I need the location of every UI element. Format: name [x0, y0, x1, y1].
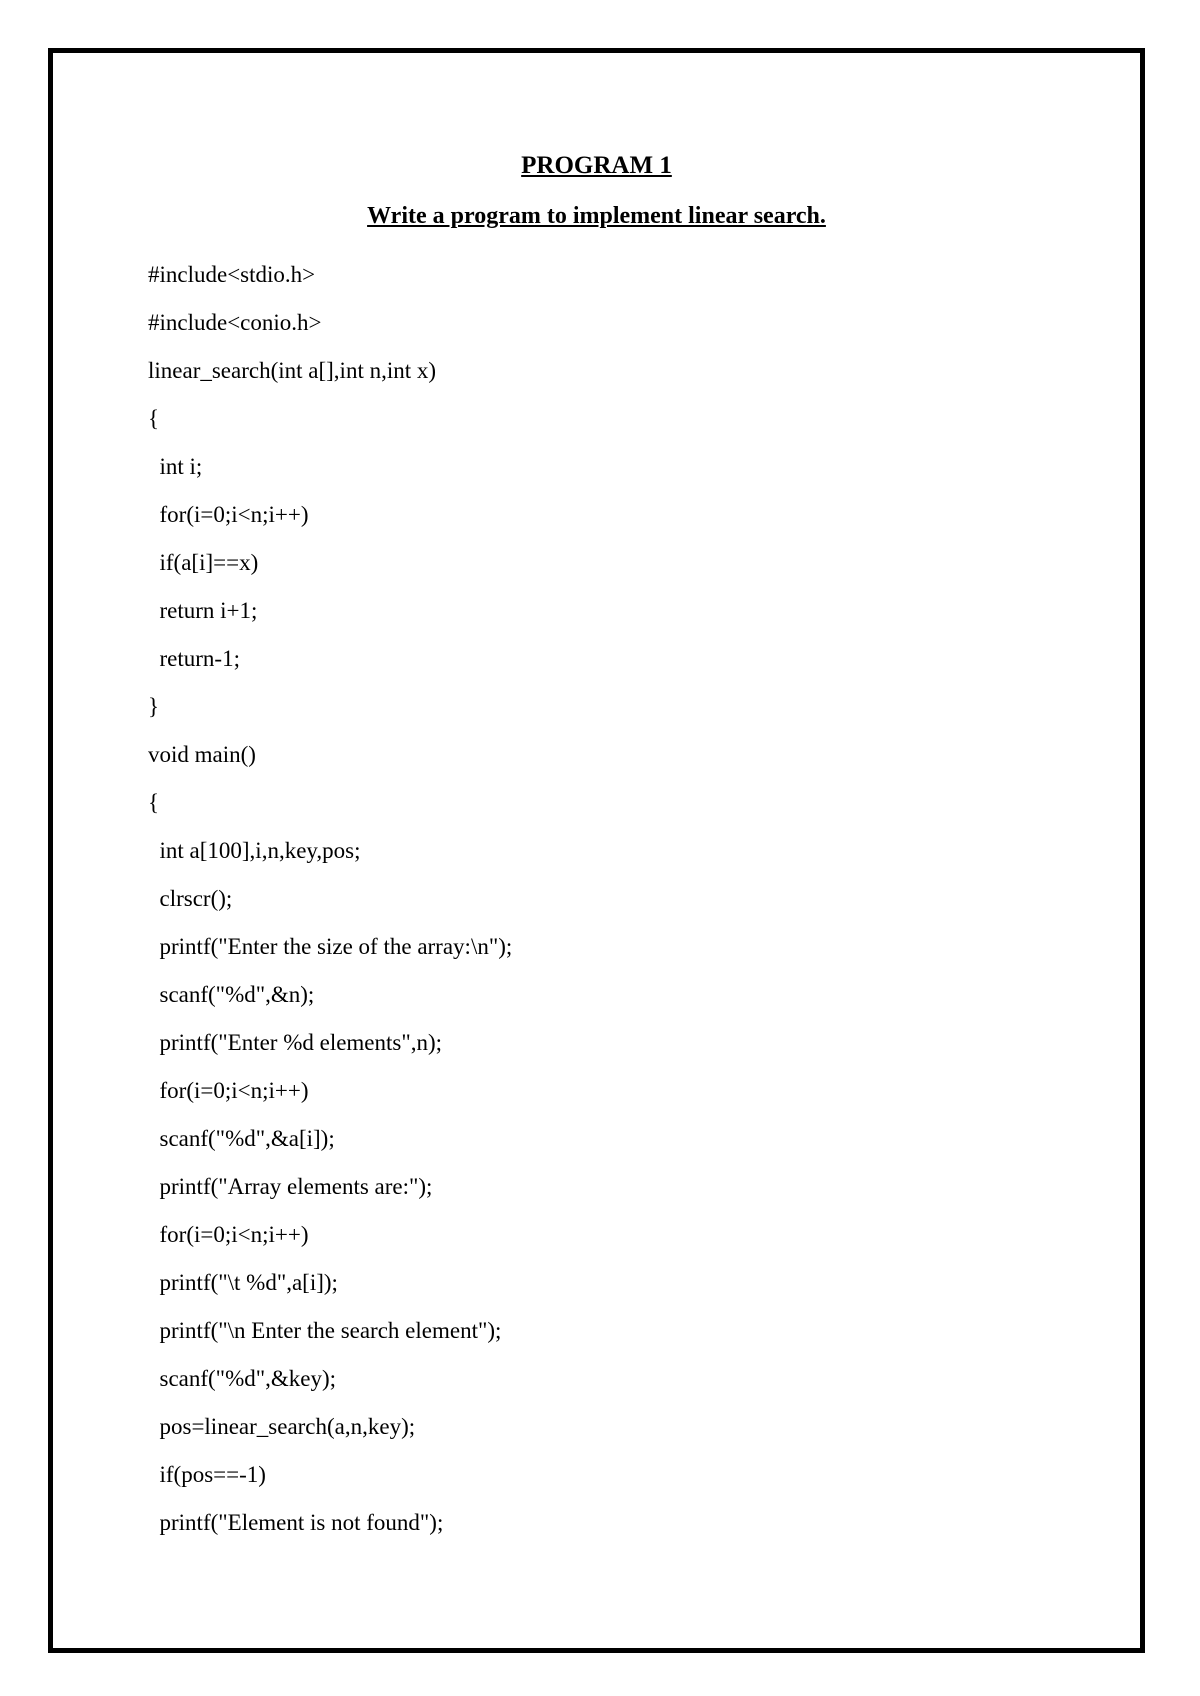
code-line: scanf("%d",&key); [148, 1366, 337, 1391]
code-line: printf("Array elements are:"); [148, 1174, 433, 1199]
code-line: printf("Element is not found"); [148, 1510, 444, 1535]
code-line: #include<conio.h> [148, 310, 322, 335]
code-line: scanf("%d",&a[i]); [148, 1126, 335, 1151]
code-line: } [148, 694, 160, 719]
code-line: scanf("%d",&n); [148, 982, 315, 1007]
code-line: if(pos==-1) [148, 1462, 266, 1487]
code-line: printf("Enter %d elements",n); [148, 1030, 443, 1055]
program-number-heading: PROGRAM 1 [521, 152, 672, 179]
code-line: for(i=0;i<n;i++) [148, 1078, 309, 1103]
code-line: void main() [148, 742, 256, 767]
code-line: for(i=0;i<n;i++) [148, 502, 309, 527]
program-task-heading: Write a program to implement linear search. [367, 203, 826, 229]
code-line: int i; [148, 454, 203, 479]
code-line: return-1; [148, 646, 240, 671]
code-line: #include<stdio.h> [148, 262, 316, 287]
code-line: { [148, 790, 160, 815]
code-line: if(a[i]==x) [148, 550, 259, 575]
code-line: printf("Enter the size of the array:\n"); [148, 934, 513, 959]
code-line: { [148, 406, 160, 431]
code-line: pos=linear_search(a,n,key); [148, 1414, 416, 1439]
code-line: for(i=0;i<n;i++) [148, 1222, 309, 1247]
code-line: linear_search(int a[],int n,int x) [148, 358, 437, 383]
code-line: return i+1; [148, 598, 258, 623]
code-line: clrscr(); [148, 886, 233, 911]
page-border [48, 48, 1145, 1653]
code-line: int a[100],i,n,key,pos; [148, 838, 361, 863]
code-line: printf("\n Enter the search element"); [148, 1318, 502, 1343]
code-listing [148, 251, 512, 1547]
code-line: printf("\t %d",a[i]); [148, 1270, 338, 1295]
